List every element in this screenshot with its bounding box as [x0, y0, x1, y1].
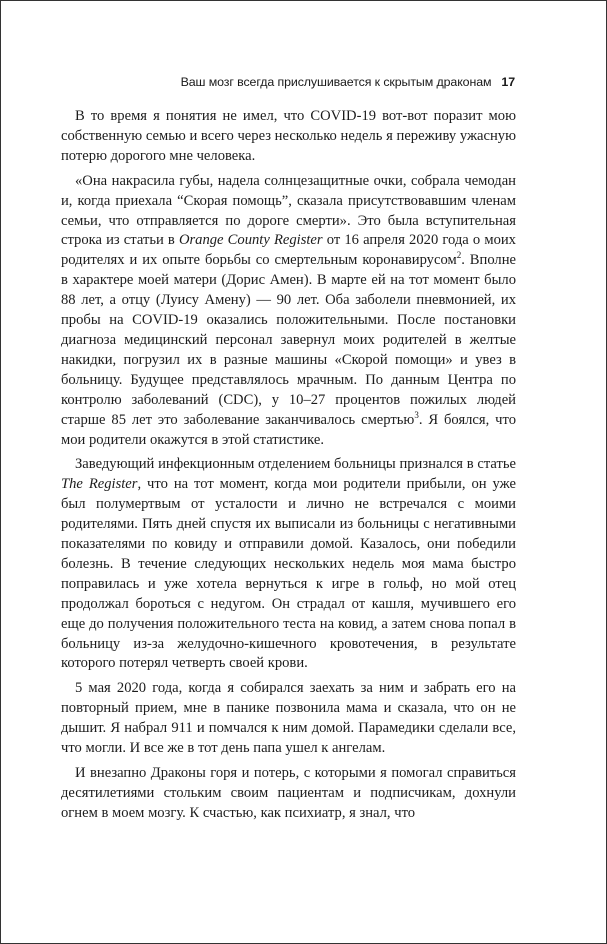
paragraph-4: [61, 679, 516, 759]
paragraph-1-text: В то время я понятия не имел, что COVID-19 вот-вот поразит мою собственную семью и всего через несколько недель я переживу ужасную потерю дорогого мне человека.: [61, 108, 516, 164]
paragraph-2-text-continued: . Вполне в характере моей матери (Дорис Амен). В марте ей на тот момент было 88 лет, а отцу (Луису Амену) — 90 лет. Оба заболели пневмонией, их пробы на COVID-19 оказались положительными. После постановки диагноза медицинский персонал завернул моих родителей в желтые накидки, погрузил их в разные машины «Скорой помощи» и увез в больницу. Будущее представлялось мрачным. По данным Центра по контролю заболеваний (CDC), у 10–27 процентов пожилых людей старше 85 лет это заболевание заканчивалось смертью: [61, 252, 516, 428]
paragraph-4-text: 5 мая 2020 года, когда я собирался заехать за ним и забрать его на повторный прием, мне в панике позвонила мама и сказала, что он не дышит. Я набрал 911 и помчался к ним домой. Парамедики сделали все, что могли. И все же в тот день папа ушел к ангелам.: [61, 680, 516, 757]
paragraph-2-text-start: «Она накрасила губы, надела солнцезащитные очки, собрала чемодан и, когда приехала “Скорая помощь”, сказала присутствовавшим членам семьи, что отправляется по дороге смерти». Это была вступительная строка из статьи в: [61, 172, 516, 249]
page-number: 17: [501, 75, 515, 89]
paragraph-1: [61, 107, 516, 167]
paragraph-3-text-end: , что на тот момент, когда мои родители прибыли, он уже был полумертвым от усталости и лично не встречался с моими родителями. Пять дней спустя их выписали из больницы с негативными показателями по ковиду и отправили домой. Казалось, они победили болезнь. В течение следующих нескольких недель моя мама быстро поправилась и уже хотела вернуться к игре в гольф, но мой отец продолжал бороться с недугом. Он страдал от кашля, мучившего его еще до получения положительного теста на ковид, а затем снова попал в больницу из-за желудочно-кишечного кровотечения, в результате которого потерял четверть своей крови.: [61, 476, 516, 672]
paragraph-3-text-start: Заведующий инфекционным отделением больницы признался в статье: [75, 456, 516, 473]
footnote-ref-3: 3: [414, 409, 419, 420]
running-head: [61, 75, 515, 89]
newspaper-title: Orange County Register: [178, 232, 323, 249]
paragraph-2-text-end: . Я боялся, что мои родители окажутся в этой статистике.: [61, 411, 516, 448]
paragraph-5-text: И внезапно Драконы горя и потерь, с которыми я помогал справиться десятилетиями стольким своим пациентам и подписчикам, дохнули огнем в моем мозгу. К счастью, как психиатр, я знал, что: [61, 765, 516, 821]
body-text: [61, 107, 516, 824]
newspaper-short-title: The Register: [61, 476, 138, 493]
paragraph-2: [61, 172, 516, 451]
paragraph-3: [61, 455, 516, 674]
paragraph-5: [61, 764, 516, 824]
paragraph-2-text-middle: от 16 апреля 2020 года о моих родителях и их опыте борьбы со смертельным коронавирусом: [61, 232, 516, 269]
running-title: Ваш мозг всегда прислушивается к скрытым драконам: [180, 75, 492, 89]
footnote-ref-2: 2: [456, 250, 462, 261]
